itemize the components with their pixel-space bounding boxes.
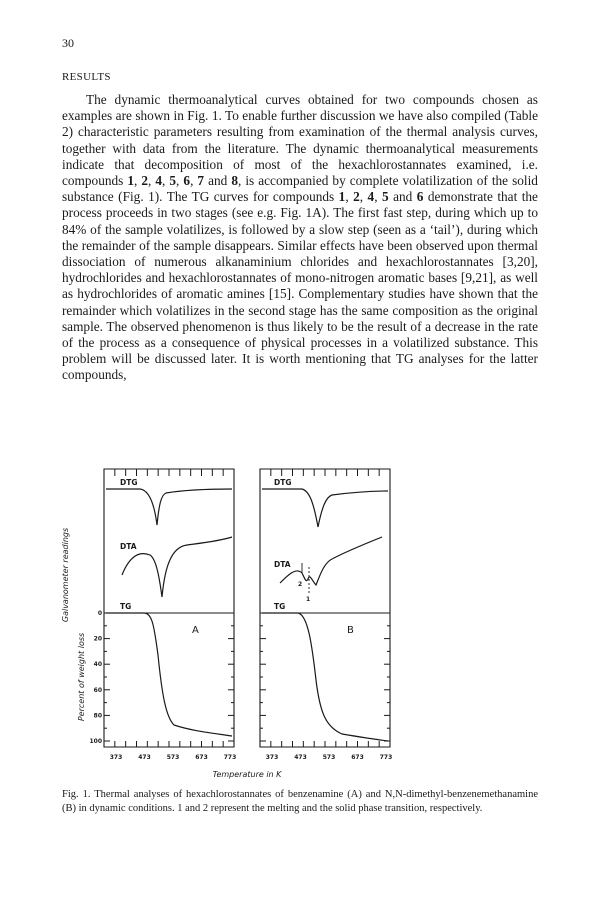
body-text bbox=[62, 92, 538, 384]
temperature-tick-label: 373 bbox=[265, 754, 279, 761]
x-axis-label-temperature: Temperature in K bbox=[212, 770, 282, 779]
y-axis-label-weight-loss: Percent of weight loss bbox=[77, 632, 86, 722]
text-run: , is accompanied by complete volatilization of the solid substance (Fig. 1). The TG curves for compounds bbox=[62, 173, 538, 205]
temperature-tick-label: 473 bbox=[294, 754, 307, 761]
panel-b-dtg-label: DTG bbox=[274, 478, 292, 487]
compound-number: 1 bbox=[127, 173, 134, 189]
temperature-tick-label: 373 bbox=[109, 754, 123, 761]
temperature-tick-label: 673 bbox=[351, 754, 364, 761]
weight-loss-tick-label: 20 bbox=[93, 635, 102, 643]
text-run: , bbox=[162, 173, 170, 189]
temperature-tick-labels bbox=[110, 754, 393, 761]
temperature-tick-label: 773 bbox=[379, 754, 393, 761]
compound-number: 4 bbox=[367, 189, 375, 205]
temperature-tick-label: 573 bbox=[322, 754, 336, 761]
compound-number: 6 bbox=[183, 173, 191, 189]
figure-1 bbox=[62, 455, 538, 785]
panel-b-letter: B bbox=[347, 625, 354, 636]
weight-loss-tick-labels bbox=[89, 610, 102, 745]
panel-b-marker-2: 2 bbox=[298, 581, 303, 588]
panel-a-dta-curve bbox=[122, 537, 232, 597]
text-run: The dynamic thermoanalytical curves obtained for two compounds chosen as examples are shown in Fig. 1. To enable further discussion we have also compiled (Table 2) characteristic parameters resulting from examination of the thermal analysis curves, together with data from the literature. The dynamic thermoanalytical measurements indicate that decomposition of most of the hexachlorostannates examined, i.e. compounds bbox=[62, 92, 538, 189]
compound-number: 7 bbox=[197, 173, 205, 189]
weight-loss-tick-label: 100 bbox=[89, 738, 102, 745]
panel-b-tg-label: TG bbox=[274, 602, 286, 611]
text-run: , bbox=[134, 173, 142, 189]
text-run: , bbox=[190, 173, 198, 189]
text-run: , bbox=[374, 189, 382, 205]
panel-a-letter: A bbox=[192, 625, 199, 636]
text-run: , bbox=[148, 173, 156, 189]
text-run: and bbox=[388, 189, 417, 205]
compound-number: 5 bbox=[169, 173, 177, 189]
panel-b-marker-1: 1 bbox=[306, 596, 311, 603]
text-run: , bbox=[345, 189, 354, 205]
panel-b-dta-curve bbox=[280, 537, 382, 585]
panel-b-dta-label: DTA bbox=[274, 560, 291, 569]
panel-b-top-ticks bbox=[271, 469, 379, 476]
compound-number: 1 bbox=[338, 189, 346, 205]
compound-number: 2 bbox=[353, 189, 360, 205]
panel-a-dta-label: DTA bbox=[120, 542, 137, 551]
panel-b-dtg-curve bbox=[262, 489, 388, 527]
panel-a-tg-label: TG bbox=[120, 602, 132, 611]
weight-loss-tick-label: 80 bbox=[93, 712, 102, 720]
panel-b-tg-curve bbox=[262, 613, 388, 741]
text-run: , bbox=[359, 189, 368, 205]
section-heading: RESULTS bbox=[62, 71, 111, 83]
weight-loss-tick-label: 0 bbox=[97, 610, 102, 617]
text-run: , bbox=[176, 173, 184, 189]
body-paragraph bbox=[62, 92, 538, 384]
temperature-bottom-ticks bbox=[115, 741, 379, 747]
weight-loss-tick-label: 40 bbox=[93, 661, 102, 669]
compound-number: 8 bbox=[231, 173, 238, 189]
panel-a-dtg-label: DTG bbox=[120, 478, 138, 487]
compound-number: 5 bbox=[381, 189, 389, 205]
temperature-tick-label: 773 bbox=[223, 754, 237, 761]
temperature-tick-label: 473 bbox=[138, 754, 151, 761]
temperature-tick-label: 673 bbox=[195, 754, 208, 761]
panel-a-top-ticks bbox=[115, 469, 223, 476]
compound-number: 6 bbox=[416, 189, 424, 205]
panel-a-dtg-curve bbox=[106, 489, 232, 525]
page-number: 30 bbox=[62, 36, 74, 50]
temperature-tick-label: 573 bbox=[166, 754, 180, 761]
weight-loss-tick-label: 60 bbox=[93, 686, 102, 694]
thermal-analysis-figure bbox=[62, 455, 538, 785]
compound-number: 2 bbox=[141, 173, 149, 189]
text-run: and bbox=[204, 173, 232, 189]
y-axis-label-galvanometer: Galvanometer readings bbox=[61, 527, 70, 623]
panel-a-tg-curve bbox=[106, 613, 232, 736]
figure-caption: Fig. 1. Thermal analyses of hexachlorostannates of benzenamine (A) and N,N-dimethyl-benzenemethanamine (B) in dynamic conditions. 1 and 2 represent the melting and the solid phase transition, respectively. bbox=[62, 789, 538, 814]
text-run: demonstrate that the process proceeds in two stages (see e.g. Fig. 1A). The first fast step, during which up to 84% of the sample volatilizes, is followed by a slow step (seen as a ‘tail’), during which the remainder of the sample disappears. Similar effects have been observed upon thermal dissociation of numerous alkanaminium chlorides and hexachlorostannates [3,20], hydrochlorides and hexachlorostannates of mono-nitrogen aromatic bases [9,21], as well as hydrochlorides of aromatic amines [15]. Complementary studies have shown that the remainder which volatilizes in the second stage has the same composition as the original sample. The observed phenomenon is thus likely to be the result of a decrease in the rate of the process as a consequence of physical processes in a volatilized substance. This problem will be discussed later. It is worth mentioning that TG analyses for the latter compounds, bbox=[62, 189, 538, 383]
compound-number: 4 bbox=[155, 173, 163, 189]
